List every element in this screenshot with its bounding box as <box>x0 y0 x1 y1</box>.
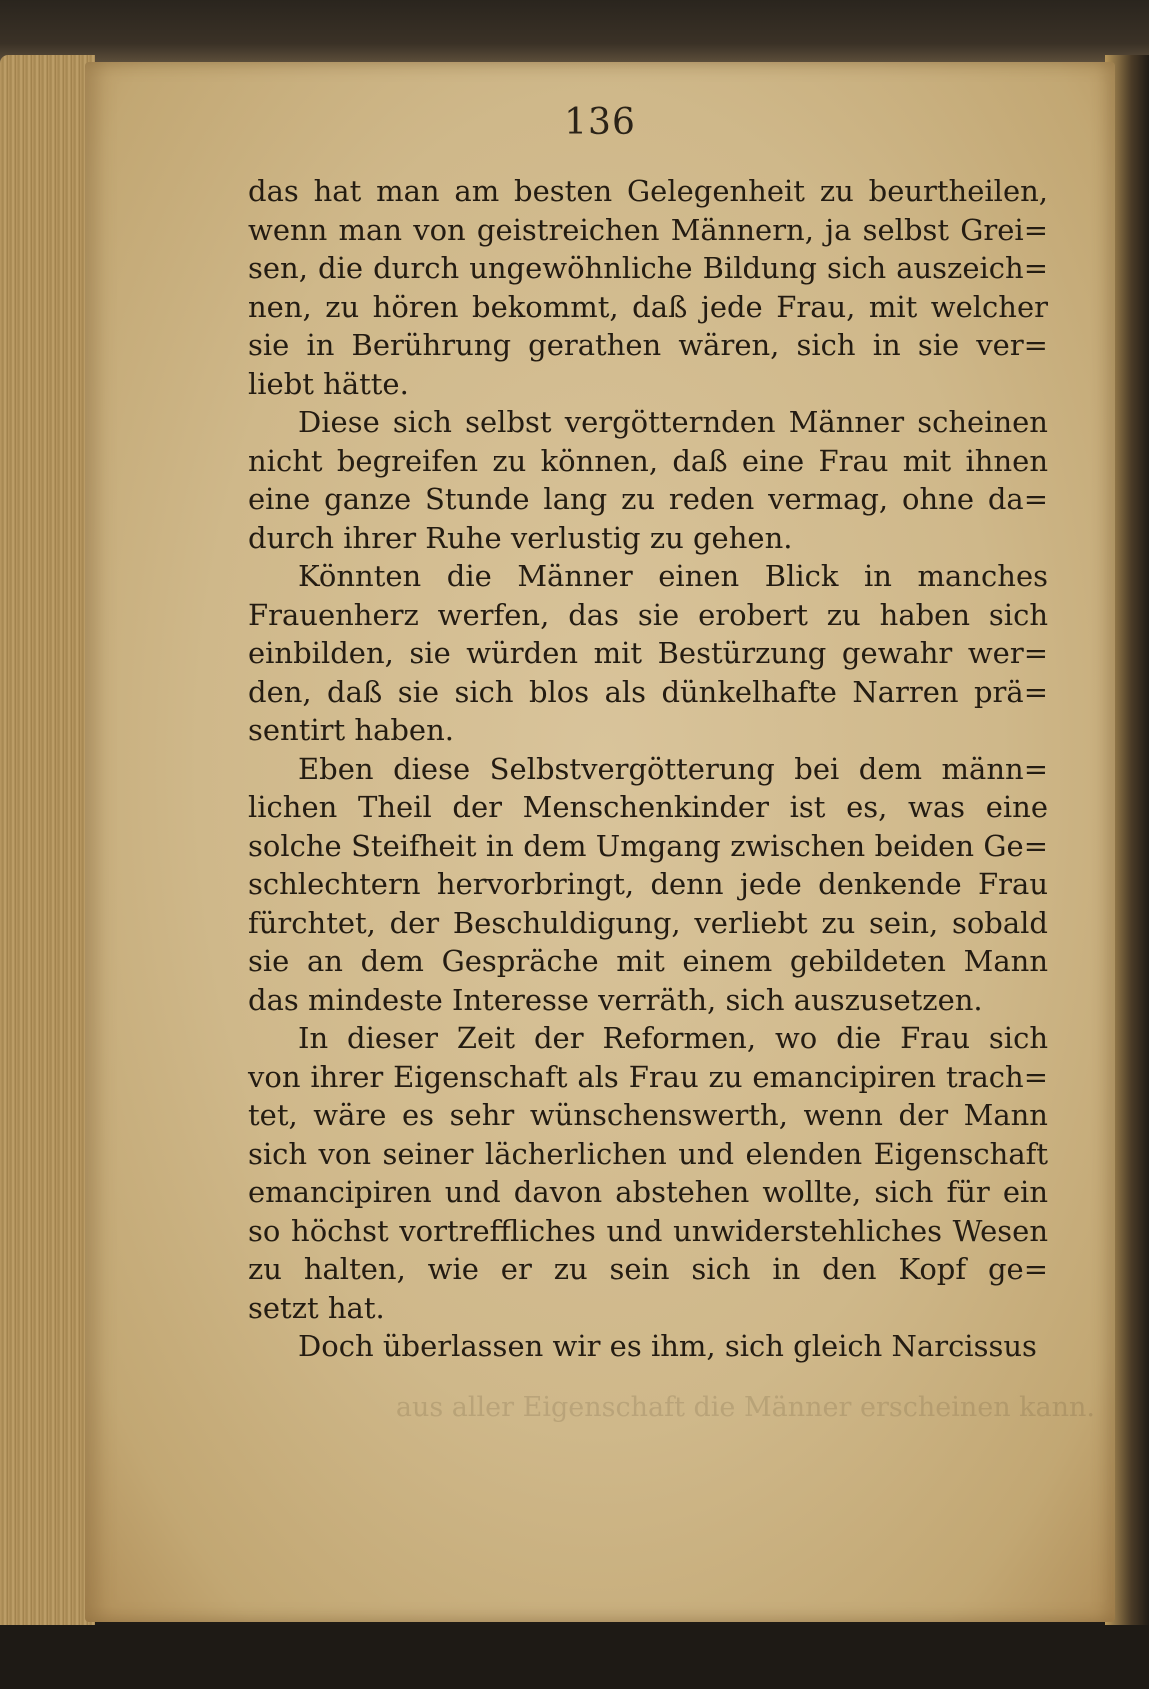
text-line: Könnten die Männer einen Blick in manches <box>298 559 1048 593</box>
page-text <box>248 172 1048 1366</box>
text-line: durch ihrer Ruhe verlustig zu gehen. <box>248 520 793 555</box>
text-line: von ihrer Eigenschaft als Frau zu emancipiren trach= <box>248 1059 1048 1094</box>
text-line: das hat man am besten Gelegenheit zu beurtheilen, <box>248 174 1048 208</box>
text-line: sentirt haben. <box>248 713 454 747</box>
page-number: 136 <box>564 102 636 143</box>
text-line: den, daß sie sich blos als dünkelhafte Narren prä= <box>248 674 1048 709</box>
photo-background-bottom <box>0 1625 1149 1689</box>
text-line: nen, zu hören bekommt, daß jede Frau, mit welcher <box>248 289 1048 324</box>
text-line: fürchtet, der Beschuldigung, verliebt zu sein, sobald <box>248 905 1048 940</box>
text-line: sie in Berührung gerathen wären, sich in sie ver= <box>248 328 1048 362</box>
book-page <box>85 62 1115 1622</box>
show-through-text: aus aller Eigenschaft die Männer erscheinen kann. <box>395 1392 1095 1423</box>
text-line: liebt hätte. <box>248 366 409 401</box>
text-line: eine ganze Stunde lang zu reden vermag, ohne da= <box>248 482 1048 516</box>
text-line: wenn man von geistreichen Männern, ja selbst Grei= <box>248 212 1048 247</box>
text-line: solche Steifheit in dem Umgang zwischen beiden Ge= <box>248 828 1048 863</box>
text-line: zu halten, wie er zu sein sich in den Kopf ge= <box>248 1252 1048 1286</box>
text-line: nicht begreifen zu können, daß eine Frau mit ihnen <box>248 443 1048 478</box>
text-line: sen, die durch ungewöhnliche Bildung sich auszeich= <box>248 251 1048 285</box>
text-line: Doch überlassen wir es ihm, sich gleich Narcissus <box>298 1329 1037 1363</box>
text-line: so höchst vortreffliches und unwiderstehliches Wesen <box>248 1213 1048 1248</box>
text-line: einbilden, sie würden mit Bestürzung gewahr wer= <box>248 636 1048 670</box>
text-line: sie an dem Gespräche mit einem gebildeten Mann <box>248 944 1048 978</box>
text-line: tet, wäre es sehr wünschenswerth, wenn der Mann <box>248 1098 1048 1132</box>
book-page-edges <box>0 55 95 1645</box>
photo-background-top <box>0 0 1149 62</box>
text-line: In dieser Zeit der Reformen, wo die Frau sich <box>298 1021 1048 1055</box>
text-line: setzt hat. <box>248 1290 385 1325</box>
text-line: sich von seiner lächerlichen und elenden Eigenschaft <box>248 1136 1048 1171</box>
text-line: emancipiren und davon abstehen wollte, sich für ein <box>248 1175 1048 1209</box>
text-line: Eben diese Selbstvergötterung bei dem männ= <box>298 751 1048 786</box>
text-line: Diese sich selbst vergötternden Männer scheinen <box>298 405 1048 439</box>
text-line: Frauenherz werfen, das sie erobert zu haben sich <box>248 597 1048 632</box>
text-line: das mindeste Interesse verräth, sich auszusetzen. <box>248 982 983 1017</box>
text-line: lichen Theil der Menschenkinder ist es, was eine <box>248 790 1048 824</box>
text-line: schlechtern hervorbringt, denn jede denkende Frau <box>248 867 1048 901</box>
